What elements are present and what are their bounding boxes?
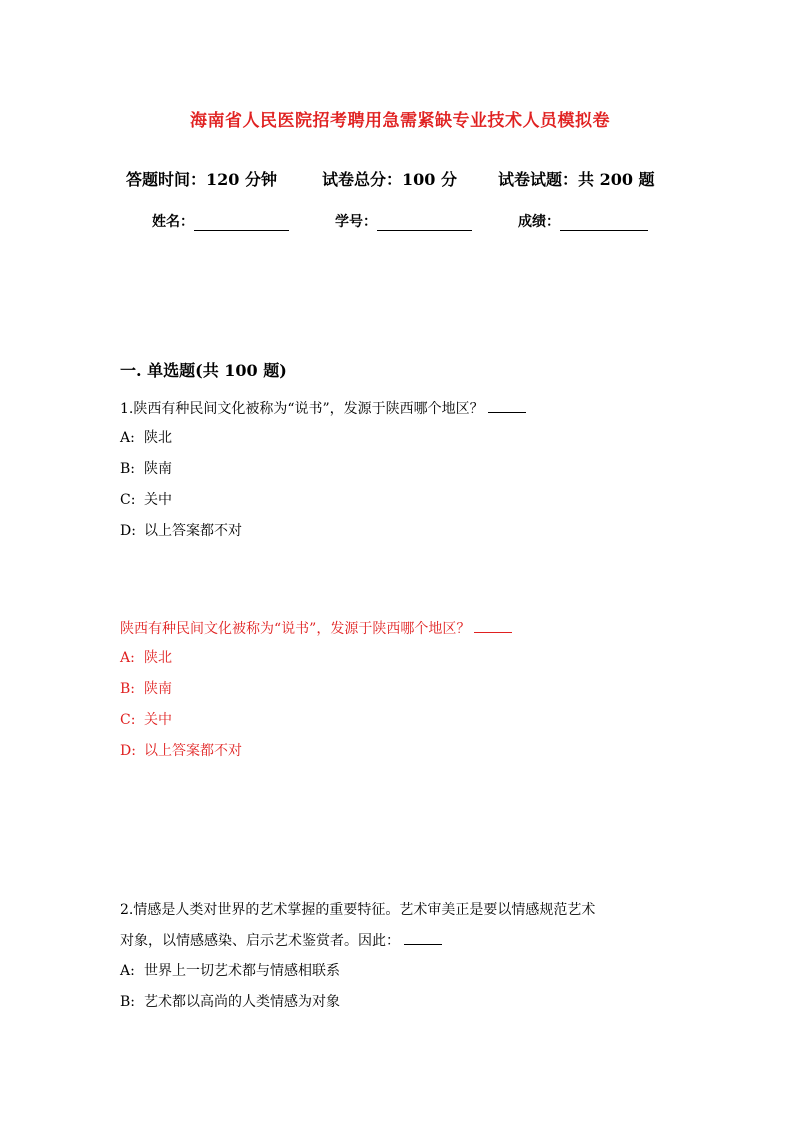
question-stem-text: 对象，以情感感染、启示艺术鉴赏者。因此： [120,933,400,949]
option-text: 陕南 [144,681,172,697]
section-title: 一. 单选题(共 100 题) [120,361,287,380]
answer-stem-text: 陕西有种民间文化被称为“说书”，发源于陕西哪个地区？ [120,621,471,637]
option-item [120,459,172,479]
option-letter: A: [120,430,135,446]
answer-stem [120,618,512,639]
option-letter: A: [120,963,135,979]
option-item [120,428,172,448]
score-label: 成绩： [518,214,560,230]
name-blank[interactable] [194,214,289,231]
question-stem-text: 2.情感是人类对世界的艺术掌握的重要特征。艺术审美正是要以情感规范艺术 [120,902,596,918]
question-stem-text: 1.陕西有种民间文化被称为“说书”，发源于陕西哪个地区？ [120,401,484,417]
option-text: 世界上一切艺术都与情感相联系 [144,963,340,979]
answer-option-item [120,679,172,699]
option-item [120,490,172,510]
answer-option-item [120,710,172,730]
option-letter: D: [120,523,136,539]
option-text: 陕南 [144,461,172,477]
answer-option-item [120,741,242,761]
option-letter: B: [120,681,136,697]
student-fields [152,211,648,231]
option-letter: B: [120,461,136,477]
answer-blank [404,930,442,945]
exam-total-score: 试卷总分：100 分 [322,170,457,189]
question-stem-continued [120,930,442,951]
option-letter: C: [120,492,136,508]
name-field[interactable] [152,211,289,231]
exam-time: 答题时间：120 分钟 [126,170,277,189]
option-text: 陕北 [144,650,172,666]
score-blank[interactable] [560,214,648,231]
score-field[interactable] [518,211,648,231]
option-letter: A: [120,650,135,666]
name-label: 姓名： [152,214,194,230]
question-stem [120,398,526,419]
question-stem [120,900,595,920]
option-text: 以上答案都不对 [144,743,242,759]
exam-info-row [126,167,686,190]
student-id-label: 学号： [335,214,377,230]
student-id-field[interactable] [335,211,472,231]
option-letter: D: [120,743,136,759]
option-text: 关中 [144,492,172,508]
exam-question-count: 试卷试题：共 200 题 [498,170,655,189]
option-text: 陕北 [144,430,172,446]
option-item [120,992,340,1012]
answer-option-item [120,648,172,668]
option-letter: B: [120,994,136,1010]
exam-title: 海南省人民医院招考聘用急需紧缺专业技术人员模拟卷 [190,111,610,131]
option-text: 关中 [144,712,172,728]
answer-blank [474,618,512,633]
option-letter: C: [120,712,136,728]
option-item [120,521,242,541]
option-item [120,961,340,981]
student-id-blank[interactable] [377,214,472,231]
answer-blank [488,398,526,413]
option-text: 以上答案都不对 [144,523,242,539]
option-text: 艺术都以高尚的人类情感为对象 [144,994,340,1010]
